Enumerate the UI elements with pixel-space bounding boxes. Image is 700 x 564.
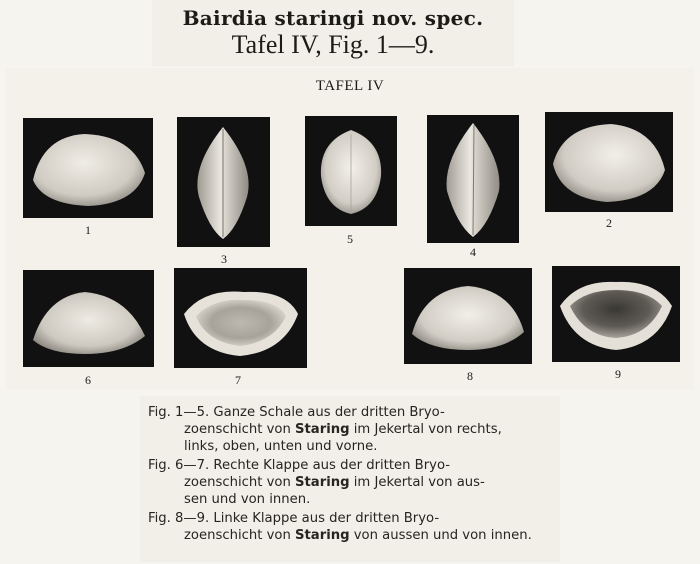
- caption-p3-text-b: von aussen und von innen.: [349, 528, 532, 543]
- caption-p3-text-a: zoenschicht von: [184, 528, 295, 543]
- figure-3-label: 3: [221, 252, 227, 266]
- figure-7-label: 7: [235, 373, 241, 387]
- figure-2-label: 2: [606, 216, 612, 230]
- figure-2-photo: [545, 112, 673, 212]
- figure-caption: [140, 396, 560, 562]
- figure-5-label: 5: [347, 232, 353, 246]
- caption-p2-line3: sen und von innen.: [184, 492, 311, 507]
- caption-p1-author: Staring: [295, 422, 350, 437]
- caption-p1-line1: Fig. 1—5. Ganze Schale aus der dritten Bryo-: [148, 405, 445, 420]
- figure-9-label: 9: [615, 367, 621, 381]
- figure-5-photo: [305, 116, 397, 226]
- figure-6-photo: [23, 270, 154, 367]
- plate-title: TAFEL IV: [315, 78, 385, 94]
- caption-p2-text-a: zoenschicht von: [184, 475, 295, 490]
- caption-p3-author: Staring: [295, 528, 350, 543]
- heading-block: [152, 0, 514, 66]
- caption-p2-text-b: im Jekertal von aus-: [349, 475, 485, 490]
- caption-p3-line2: [184, 527, 532, 544]
- figure-1-label: 1: [85, 223, 91, 237]
- figure-6-label: 6: [85, 373, 91, 387]
- caption-p2-author: Staring: [295, 475, 350, 490]
- species-title: Bairdia staringi nov. spec.: [182, 6, 484, 30]
- caption-p1-line3: links, oben, unten und vorne.: [184, 439, 378, 454]
- figure-8-photo: [404, 268, 532, 364]
- figure-7-photo: [174, 268, 307, 368]
- plate-reference: Tafel IV, Fig. 1—9.: [231, 30, 435, 59]
- caption-p2-line1: Fig. 6—7. Rechte Klappe aus der dritten Bryo-: [148, 458, 451, 473]
- caption-p1-line2: [184, 421, 502, 438]
- caption-p1-text-b: im Jekertal von rechts,: [349, 422, 502, 437]
- figure-4-label: 4: [470, 245, 476, 259]
- figure-9-photo: [552, 266, 680, 362]
- caption-p2-line2: [184, 474, 485, 491]
- caption-p3-line1: Fig. 8—9. Linke Klappe aus der dritten Bryo-: [148, 511, 440, 526]
- figure-3-photo: [177, 117, 270, 247]
- figure-1-photo: [23, 118, 153, 218]
- figure-8-label: 8: [467, 369, 473, 383]
- figure-4-photo: [427, 115, 519, 243]
- caption-p1-text-a: zoenschicht von: [184, 422, 295, 437]
